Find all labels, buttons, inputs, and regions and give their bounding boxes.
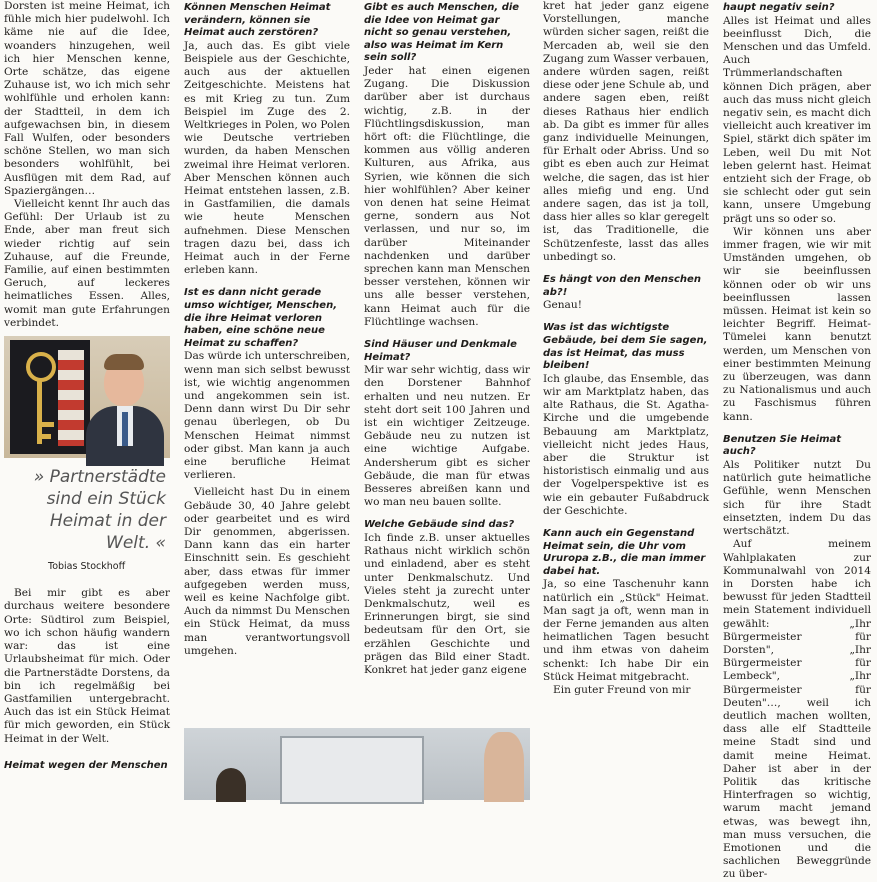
col2-paragraph-3: Vielleicht hast Du in einem Gebäude 30, 40 Jahre gelebt oder gearbeitet und es wird Dir genommen, abgerissen. Dann kann das ein harter Einschnitt sein. Es geschieht aber, dass etwas für immer aufgegeben werden muss, weil es keine Nachfolge gibt. Auch da nimmst Du Menschen ein Stück Heimat, da muss man verantwortungsvoll umgehen.: [184, 486, 350, 657]
col5-paragraph-1: Alles ist Heimat und alles beeinflusst Dich, die Menschen und das Umfeld. Auch Trümmerlandschaften können Dich prägen, aber auch das muss nicht gleich negativ sein, es macht dich vielleicht auch kreativer im Spiel, stärkt dich später im Leben, weil Du mit Not leben gelernt hast. Heimat entzieht sich der Frage, ob sie schlecht oder gut sein kann, unsere Umgebung prägt uns so oder so.: [723, 14, 871, 225]
city-flag-image: [10, 340, 90, 454]
col1-question-1: Heimat wegen der Menschen: [4, 759, 168, 771]
col4-question-1: Es hängt von den Menschen ab?!: [543, 274, 701, 298]
col2-paragraph-2: Das würde ich unterschreiben, wenn man sich selbst bewusst ist, wie wichtig angenommen und angekommen sein ist. Denn dann wirst Du Dir sehr genau überlegen, ob Du Menschen Heimat nimmst oder gibst. Man kann ja auch eine berufliche Heimat verlieren.: [184, 350, 350, 482]
column-2: [184, 0, 350, 800]
bottom-photo: [184, 728, 530, 800]
col2-paragraph-1: Ja, auch das. Es gibt viele Beispiele aus der Geschichte, auch aus der aktuellen Zeitgeschichte. Meistens hat es mit Krieg zu tun. Zum Beispiel im Zuge des 2. Weltkrieges in Polen, wo Polen wie Deutsche vertrieben wurden, da haben Menschen zweimal ihre Heimat verloren. Aber Menschen können auch Heimat entstehen lassen, z.B. in Gastfamilien, die damals wie heute Menschen aufnehmen. Diese Menschen tragen dazu bei, dass ich Heimat auch in der Ferne erleben kann.: [184, 39, 350, 277]
col3-question-2: Sind Häuser und Denkmale Heimat?: [364, 339, 517, 363]
portrait-photo: [4, 336, 170, 458]
col4-paragraph-2: Genau!: [543, 299, 582, 312]
column-1: [4, 0, 170, 800]
col2-question-1: Können Menschen Heimat verändern, können sie Heimat auch zerstören?: [184, 2, 331, 39]
col1-paragraph-2: Vielleicht kennt Ihr auch das Gefühl: Der Urlaub ist zu Ende, aber man freut sich wieder richtig auf sein Zuhause, auf die Freunde, Familie, auf einen bestimmten Geruch, auf leckeres heimatliches Essen. Alles, womit man gute Erfahrungen verbindet.: [4, 198, 170, 329]
col5-paragraph-2: Wir können uns aber immer fragen, wie wir mit Umständen umgehen, ob wir sie beeinflussen können oder ob wir uns beeinflussen lassen müssen. Heimat ist kein so leichter Begriff. Heimat-Tümelei kann benutzt werden, um Menschen von einer bestimmten Meinung zu überzeugen, was dann zu Nationalismus und auch zu Faschismus führen kann.: [723, 225, 871, 423]
col3-paragraph-3: Ich finde z.B. unser aktuelles Rathaus nicht wirklich schön und einladend, aber es steht unter Denkmalschutz. Und Vieles steht ja zurecht unter Denkmalschutz, weil es Erinnerungen birgt, sie sind bedeutsam für den Ort, sie erzählen Geschichte und prägen das Bild einer Stadt. Konkret hat jeder ganz eigene: [364, 532, 530, 677]
column-4: [543, 0, 709, 800]
col4-paragraph-5: Ein guter Freund von mir: [553, 684, 691, 697]
col1-paragraph-1: Dorsten ist meine Heimat, ich fühle mich hier pudelwohl. Ich käme nie auf die Idee, woanders hinzugehen, weil ich hier Menschen kenne, Orte schätze, das eigene Zuhause ist, wo ich mich sehr wohlfühle und erholen kann: der Stadtteil, in dem ich aufgewachsen bin, in diesem Fall Wulfen, oder besonders schöne Stellen, wo man sich besonders wohlfühlt, bei Ausflügen mit dem Rad, auf Spaziergängen…: [4, 0, 170, 197]
pull-quote: » Partnerstädte sind ein Stück Heimat in der Welt. «: [33, 467, 166, 554]
col5-paragraph-4: Auf meinem Wahlplakaten zur Kommunalwahl von 2014 in Dorsten habe ich bewusst für jeden Stadtteil mein Statement individuell gewählt: „Ihr Bürgermeister für Dorsten", „Ihr Bürgermeister für Lembeck", „Ihr Bürgermeister für Deuten"…, weil ich deutlich machen wollten, dass alle elf Stadtteile meine Stadt sind und damit meine Heimat. Daher ist aber in der Politik das kritische Hinterfragen so wichtig, warum macht jemand etwas, was bewegt ihn, man muss versuchen, die Emotionen und die sachlichen Beweggründe zu über-: [723, 538, 871, 881]
col5-question-1: haupt negativ sein?: [723, 2, 835, 13]
col2-question-2: Ist es dann nicht gerade umso wichtiger, Menschen, die ihre Heimat verloren haben, eine schöne neue Heimat zu schaffen?: [184, 287, 337, 349]
col3-question-3: Welche Gebäude sind das?: [364, 519, 515, 531]
col5-question-2: Benutzen Sie Heimat auch?: [723, 433, 842, 458]
col4-question-2: Was ist das wichtigste Gebäude, bei dem Sie sagen, das ist Heimat, das muss bleiben!: [543, 322, 708, 372]
col4-question-3: Kann auch ein Gegenstand Heimat sein, die Uhr vom Ururopa z.B., die man immer dabei hat.: [543, 528, 706, 577]
column-3: [364, 0, 530, 800]
col3-paragraph-1: Jeder hat einen eigenen Zugang. Die Diskussion darüber aber ist durchaus wichtig, z.B. in der Flüchtlingsdiskussion, man hört oft: die Flüchtlinge, die kommen aus völlig anderen Kulturen, aus Afrika, aus Syrien, wie können die sich hier wohlfühlen? Aber keiner von denen hat seine Heimat gerne, sondern aus Not verlassen, und nur so, im darüber Miteinander nachdenken und darüber sprechen kann man Menschen besser verstehen, können wir uns alle besser verstehen, kann Heimat auch für die Flüchtlinge wachsen.: [364, 64, 530, 328]
col4-paragraph-4: Ja, so eine Taschenuhr kann natürlich ein „Stück" Heimat. Man sagt ja oft, wenn man in der Ferne jemanden aus alten heimatlichen Tagen besucht und ihm etwas von daheim schenkt: Ich habe Dir ein Stück Heimat mitgebracht.: [543, 578, 709, 683]
column-5: [723, 0, 871, 881]
col3-question-1: Gibt es auch Menschen, die die Idee von Heimat gar nicht so genau verstehen, also was Heimat im Kern sein soll?: [364, 2, 520, 64]
col5-paragraph-3: Als Politiker nutzt Du natürlich gute heimatliche Gefühle, wenn Menschen sich für ihre Stadt einsetzten, indem Du das wertschätzt.: [723, 459, 871, 538]
col3-paragraph-2: Mir war sehr wichtig, dass wir den Dorstener Bahnhof erhalten und neu nutzen. Er steht dort seit 100 Jahren und ist ein wichtiger Zeitzeuge. Gebäude neu zu nutzen ist eine wichtige Aufgabe. Andersherum gibt es sicher Gebäude, die man für etwas Besseres abreißen kann und wo man neu bauen sollte.: [364, 364, 530, 509]
byline: Tobias Stockhoff: [48, 561, 126, 573]
col4-paragraph-1: kret hat jeder ganz eigene Vorstellungen, manche würden sicher sagen, reißt die Mercaden ab, weil sie den Zugang zum Wasser verbauen, andere würden sagen, reißt diese oder jene Schule ab, und andere sagen eben, reißt dieses Rathaus hier endlich ab. Da gibt es immer für alles ganz individuelle Meinungen, für Erhalt oder Abriss. Und so gibt es eben auch zur Heimat welche, die sagen, das ist hier alles miefig und eng. Und andere sagen, das ist ja toll, dass hier alles so klar geregelt ist, das Traditionelle, die Schützenfeste, lasst das alles unbedingt so.: [543, 0, 709, 263]
col4-paragraph-3: Ich glaube, das Ensemble, das wir am Marktplatz haben, das alte Rathaus, die St. Agatha-Kirche und die umgebende Bebauung am Marktplatz, vielleicht nicht jedes Haus, aber die Struktur ist historistisch einmalig und aus der Vogelperspektive ist es wie ein gebauter Fußabdruck der Geschichte.: [543, 372, 709, 517]
col1-paragraph-3: Bei mir gibt es aber durchaus weitere besondere Orte: Südtirol zum Beispiel, wo ich schon häufig wandern war: das ist eine Urlaubsheimat für mich. Oder die Partnerstädte Dorstens, da bin ich regelmäßig bei Gastfamilien untergebracht. Auch das ist ein Stück Heimat für mich geworden, ein Stück Heimat in der Welt.: [4, 587, 170, 745]
